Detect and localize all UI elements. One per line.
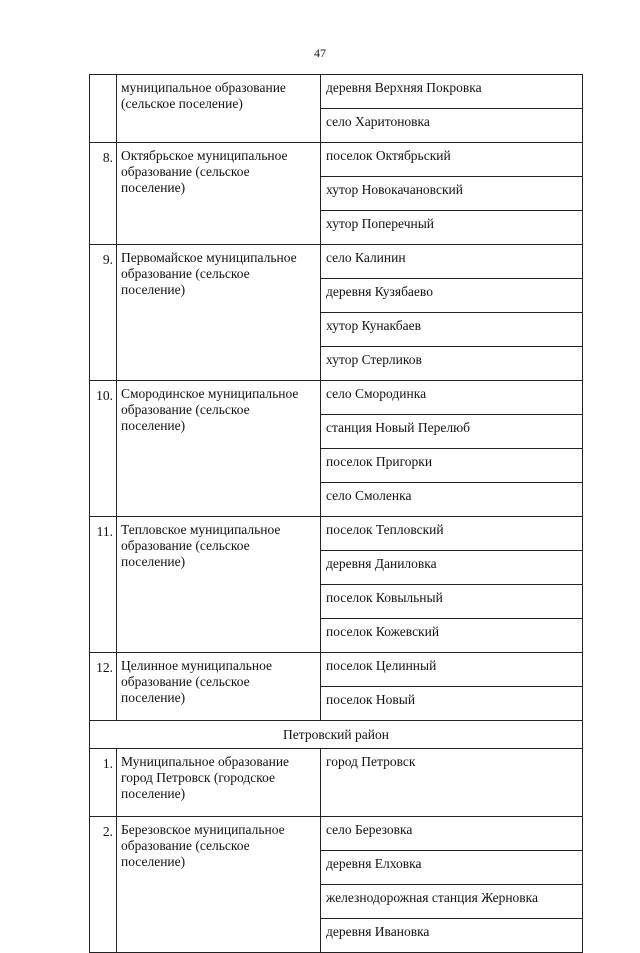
settlement-name: деревня Ивановка — [321, 919, 583, 953]
table-row — [90, 721, 583, 749]
settlement-name: село Смоленка — [321, 483, 583, 517]
row-number: 2. — [90, 817, 117, 953]
settlement-name: поселок Кожевский — [321, 619, 583, 653]
municipality-name: муниципальное образование (сельское поселение) — [117, 75, 321, 143]
table-row — [90, 653, 583, 687]
settlement-name: деревня Елховка — [321, 851, 583, 885]
row-number: 12. — [90, 653, 117, 721]
municipality-name: Тепловское муниципальное образование (сельское поселение) — [117, 517, 321, 653]
table-row — [90, 749, 583, 817]
municipality-name: Смородинское муниципальное образование (сельское поселение) — [117, 381, 321, 517]
settlement-name: поселок Целинный — [321, 653, 583, 687]
settlement-name: хутор Новокачановский — [321, 177, 583, 211]
table-row — [90, 143, 583, 177]
settlement-name: деревня Верхняя Покровка — [321, 75, 583, 109]
settlements-table — [89, 74, 583, 953]
settlement-name: деревня Кузябаево — [321, 279, 583, 313]
table-row — [90, 381, 583, 415]
row-number: 9. — [90, 245, 117, 381]
settlement-name: поселок Тепловский — [321, 517, 583, 551]
settlement-name: хутор Кунакбаев — [321, 313, 583, 347]
row-number: 1. — [90, 749, 117, 817]
settlement-name: село Харитоновка — [321, 109, 583, 143]
settlement-name: город Петровск — [321, 749, 583, 817]
settlement-name: село Калинин — [321, 245, 583, 279]
table-row — [90, 517, 583, 551]
municipality-name: Первомайское муниципальное образование (сельское поселение) — [117, 245, 321, 381]
municipality-name: Березовское муниципальное образование (сельское поселение) — [117, 817, 321, 953]
table-row — [90, 817, 583, 851]
page-number: 47 — [314, 46, 326, 60]
municipality-name: Муниципальное образование город Петровск (городское поселение) — [117, 749, 321, 817]
row-number — [90, 75, 117, 143]
settlement-name: поселок Ковыльный — [321, 585, 583, 619]
row-number: 8. — [90, 143, 117, 245]
municipality-name: Октябрьское муниципальное образование (сельское поселение) — [117, 143, 321, 245]
settlement-name: железнодорожная станция Жерновка — [321, 885, 583, 919]
table-row — [90, 245, 583, 279]
settlement-name: станция Новый Перелюб — [321, 415, 583, 449]
row-number: 10. — [90, 381, 117, 517]
settlement-name: село Смородинка — [321, 381, 583, 415]
settlement-name: поселок Пригорки — [321, 449, 583, 483]
row-number: 11. — [90, 517, 117, 653]
settlement-name: поселок Октябрьский — [321, 143, 583, 177]
municipality-name: Целинное муниципальное образование (сельское поселение) — [117, 653, 321, 721]
settlement-name: хутор Поперечный — [321, 211, 583, 245]
settlement-name: деревня Даниловка — [321, 551, 583, 585]
settlement-name: село Березовка — [321, 817, 583, 851]
district-header: Петровский район — [90, 721, 583, 749]
table-row — [90, 75, 583, 109]
settlement-name: хутор Стерликов — [321, 347, 583, 381]
settlement-name: поселок Новый — [321, 687, 583, 721]
